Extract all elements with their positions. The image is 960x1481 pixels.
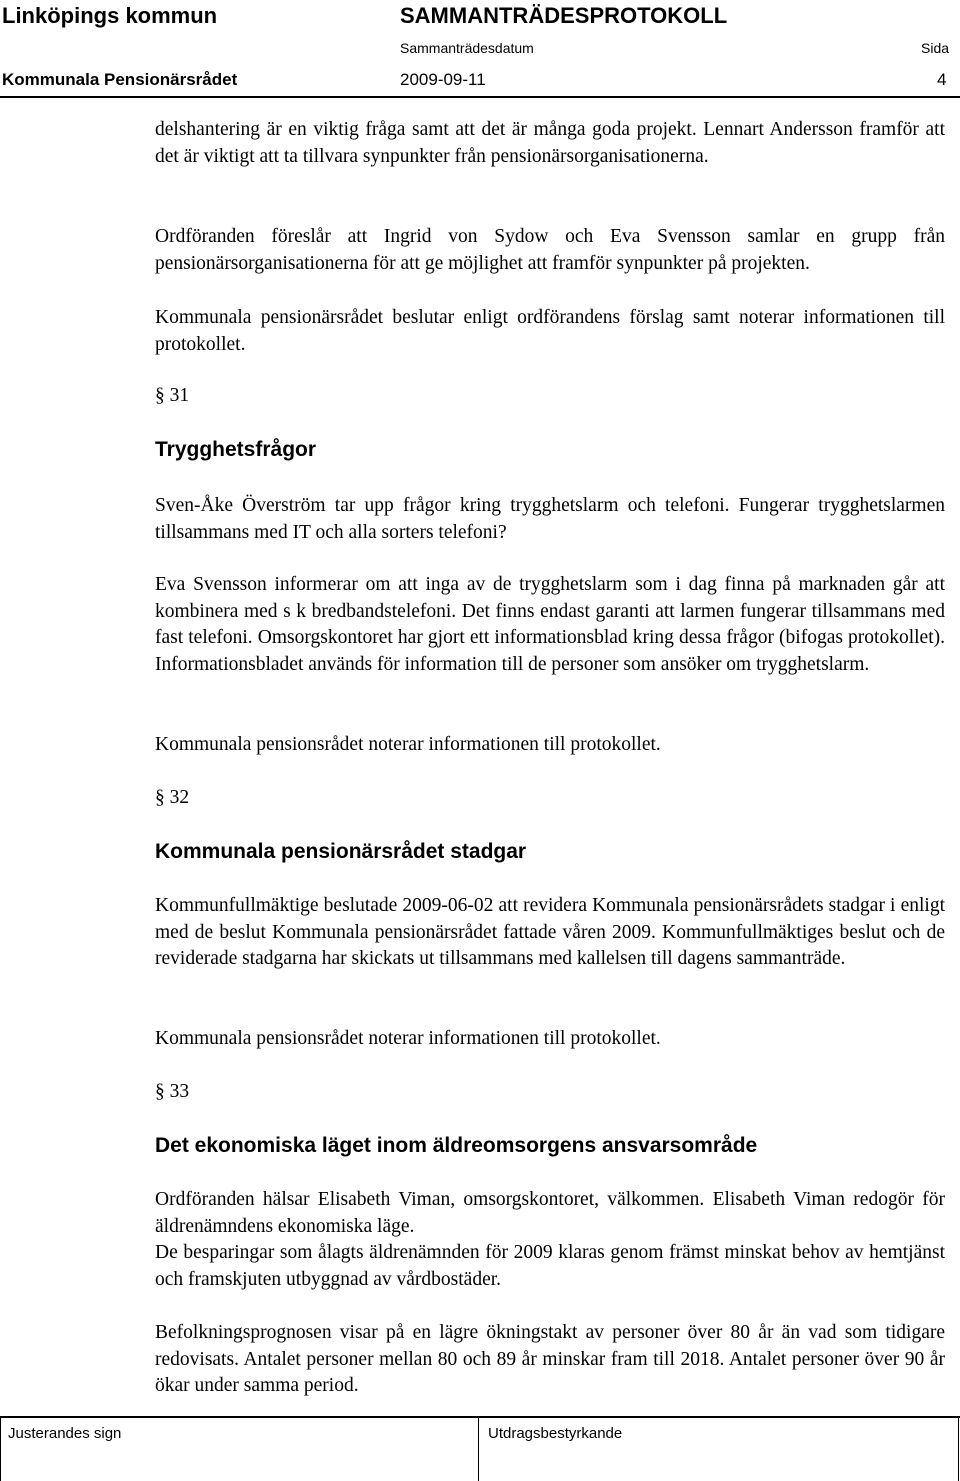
- footer-divider: [0, 1416, 960, 1418]
- date-label: Sammanträdesdatum: [400, 40, 534, 56]
- body-block-3: [155, 305, 945, 358]
- page-number: 4: [937, 70, 947, 89]
- page-label: Sida: [921, 40, 950, 56]
- paragraph: Kommunfullmäktige beslutade 2009-06-02 att revidera Kommunala pensionärsrådets stadgar i enligt med de beslut Kommunala pensionärsrådet fattade våren 2009. Kommunfullmäktiges beslut och de reviderade stadgarna har skickats ut tillsammans med kallelsen till dagens sammanträde.: [155, 895, 945, 970]
- section-heading-32: Kommunala pensionärsrådet stadgar: [155, 840, 527, 863]
- paragraph: Eva Svensson informerar om att inga av de trygghetslarm som i dag finna på marknaden går att kombinera med s k bredbandstelefoni. Det finns endast garanti att larmen fungerar tillsammans med fast telefoni. Omsorgskontoret har gjort ett informationsblad kring dessa frågor (bifogas protokollet). Informationsbladet används för information till de personer som ansöker om trygghetslarm.: [155, 574, 945, 675]
- section-number-33: § 33: [155, 1081, 190, 1102]
- committee-name: Kommunala Pensionärsrådet: [2, 70, 238, 89]
- footer-border-right: [958, 1418, 959, 1481]
- section-number-32: § 32: [155, 787, 190, 808]
- paragraph: Sven-Åke Överström tar upp frågor kring trygghetslarm och telefoni. Fungerar trygghetslarmen tillsammans med IT och alla sorters telefoni?: [155, 495, 945, 543]
- body-block-1: [155, 117, 945, 170]
- paragraph: Kommunala pensionsrådet noterar informationen till protokollet.: [155, 1028, 661, 1049]
- section-number-31: § 31: [155, 385, 190, 406]
- body-block-32a: [155, 893, 945, 973]
- paragraph: delshantering är en viktig fråga samt att det är många goda projekt. Lennart Andersson framför att det är viktigt att ta tillvara synpunkter från pensionärsorganisationerna.: [155, 119, 945, 167]
- signature-label: Justerandes sign: [8, 1425, 122, 1442]
- body-block-31a: [155, 493, 945, 546]
- meeting-date: 2009-09-11: [400, 70, 486, 89]
- section-heading-31: Trygghetsfrågor: [155, 438, 317, 461]
- body-block-33a: [155, 1187, 945, 1293]
- paragraph: De besparingar som ålagts äldrenämnden för 2009 klaras genom främst minskat behov av hemtjänst och framskjuten utbyggnad av vårdbostäder.: [155, 1242, 945, 1290]
- footer-border-left: [0, 1418, 1, 1481]
- body-block-33b: [155, 1320, 945, 1400]
- paragraph: Ordföranden föreslår att Ingrid von Sydow och Eva Svensson samlar en grupp från pensionärsorganisationerna för att ge möjlighet att framför synpunkter på projekten.: [155, 226, 945, 274]
- header-divider: [0, 96, 960, 98]
- body-block-32b: [155, 1026, 945, 1053]
- body-block-31b: [155, 572, 945, 678]
- paragraph: Kommunala pensionsrådet noterar informationen till protokollet.: [155, 734, 661, 755]
- paragraph: Ordföranden hälsar Elisabeth Viman, omsorgskontoret, välkommen. Elisabeth Viman redogör för äldrenämndens ekonomiska läge.: [155, 1189, 945, 1237]
- section-heading-33: Det ekonomiska läget inom äldreomsorgens ansvarsområde: [155, 1134, 758, 1157]
- paragraph: Befolkningsprognosen visar på en lägre ökningstakt av personer över 80 år än vad som tidigare redovisats. Antalet personer mellan 80 och 89 år minskar fram till 2018. Antalet personer över 90 år ökar under samma period.: [155, 1322, 945, 1397]
- municipality-name: Linköpings kommun: [2, 3, 218, 28]
- document-type: SAMMANTRÄDESPROTOKOLL: [400, 3, 728, 28]
- body-block-31c: [155, 732, 945, 759]
- extract-certification-label: Utdragsbestyrkande: [488, 1425, 623, 1442]
- footer-border-middle: [478, 1418, 479, 1481]
- paragraph: Kommunala pensionärsrådet beslutar enligt ordförandens förslag samt noterar informationen till protokollet.: [155, 307, 945, 355]
- body-block-2: [155, 224, 945, 277]
